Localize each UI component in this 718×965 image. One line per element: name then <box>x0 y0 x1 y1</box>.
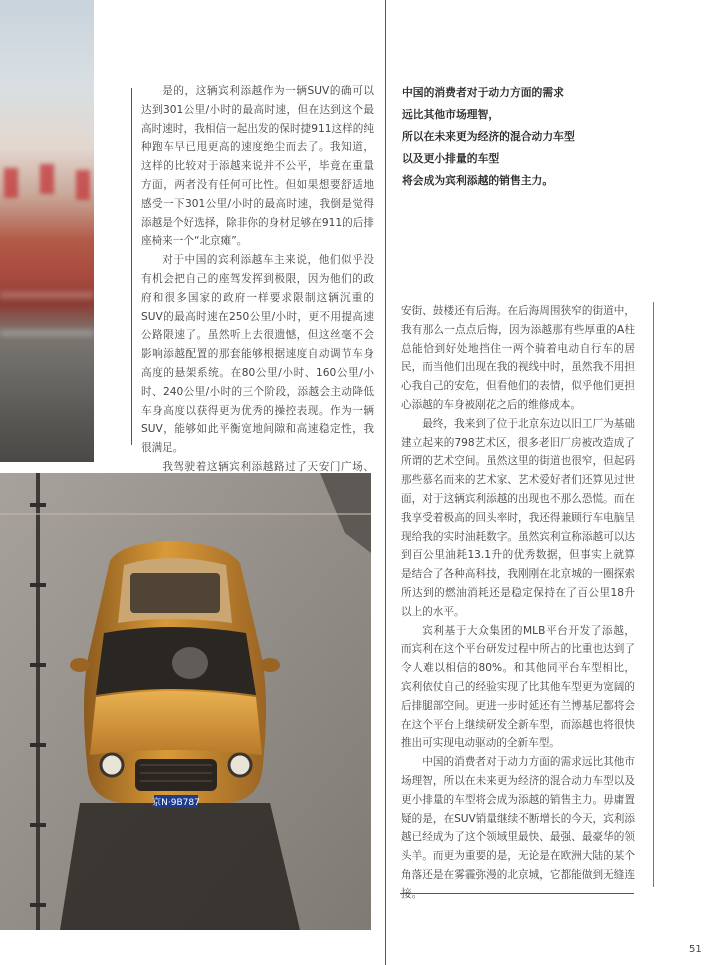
page-center-rule <box>385 0 386 965</box>
red-flag-shape <box>40 164 54 194</box>
article-column-right <box>401 302 635 904</box>
paragraph: 对于中国的宾利添越车主来说，他们似乎没有机会把自己的座驾发挥到极限，因为他们的政府和很多国家的政府一样要求限制这辆沉重的SUV的最高时速在250公里/小时，更不用提高速公路限速了。虽然听上去很遗憾，但这丝毫不会影响添越配置的那套能够根据速度自动调节车身高度的悬架系统。在80公里/小时、160公里/小时、240公里/小时的三个阶段，添越会主动降低车身高度以获得更为优秀的操控表现。作为一辆SUV，能够如此平衡宽地间隙和高速稳定性，我很满足。 <box>141 254 374 455</box>
car-illustration <box>0 473 371 930</box>
paragraph: 中国的消费者对于动力方面的需求远比其他市场理智，所以在未来更为经济的混合动力车型以及更小排量的车型将会成为添越的销售主力。毋庸置疑的是，在SUV销量继续不断增长的今天，宾利添越已经成为了这个领域里最快、最强、最豪华的领头羊。而更为重要的是，无论是在欧洲大陆的某个角落还是在雾霾弥漫的北京城，它都能做到无缝连接。 <box>401 756 635 900</box>
motion-blur-stripe <box>0 292 94 298</box>
paragraph: 安街、鼓楼还有后海。在后海周围狭窄的街道中，我有那么一点点后悔，因为添越那有些厚重的A柱总能恰到好处地挡住一两个骑着电动自行车的居民，而当他们出现在我的视线中时，虽然我不用担心我自己的安危，但看他们的表情，似乎他们更担心添越的车身被剐花之后的维修成本。 <box>401 305 635 411</box>
pull-quote-line: 所以在未来更为经济的混合动力车型 <box>402 130 575 143</box>
pull-quote-line: 远比其他市场理智， <box>402 108 500 121</box>
article-column-left <box>141 82 374 496</box>
pull-quote-line: 将会成为宾利添越的销售主力。 <box>402 174 554 187</box>
red-flag-shape <box>4 168 18 198</box>
paragraph: 最终，我来到了位于北京东边以旧工厂为基础建立起来的798艺术区，很多老旧厂房被改造成了所谓的艺术空间。虽然这里的街道也很窄，但起码那些慕名而来的艺术家、艺术爱好者们还算见过世面，对于这辆宾利添越的出现也不那么恐慌。而在我享受着极高的回头率时，我还得兼顾行车电脑呈现给我的实时油耗数字。虽然宾利宣称添越可以达到百公里油耗13.1升的优秀数据，但事实上就算是结合了各种高科技，我刚刚在北京城的一圈探索所达到的燃油消耗还是稳定保持在了百公里18升以上的水平。 <box>401 417 635 618</box>
license-plate-text: 京N·9B787 <box>152 798 200 808</box>
paragraph: 宾利基于大众集团的MLB平台开发了添越，而宾利在这个平台研发过程中所占的比重也达到了令人难以相信的80%。和其他同平台车型相比，宾利依仗自己的经验实现了比其他车型更为宽阔的后排腿部空间。更进一步时延还有兰博基尼都将会在这个平台上继续研发全新车型，而添越也将很快推出可实现电动驱动的全新车型。 <box>401 624 635 750</box>
blurred-street-photo <box>0 0 94 462</box>
pull-quote-line: 中国的消费者对于动力方面的需求 <box>402 86 564 99</box>
column-rule-right <box>653 302 654 887</box>
paragraph: 是的，这辆宾利添越作为一辆SUV的确可以达到301公里/小时的最高时速，但在达到这个最高时速时，我相信一起出发的保时捷911这样的纯种跑车早已甩更高的速度绝尘而去了。我知道，这样的比较对于添越来说并不公平，毕竟在重量方面，两者没有任何可比性。但如果想要舒适地感受一下301公里/小时的最高时速，我倒是觉得添越是个好选择，除非你的身材足够在911的后排座椅来一个“北京瘫”。 <box>141 85 374 248</box>
page-number: 51 <box>689 944 702 955</box>
pull-quote <box>402 82 622 192</box>
paragraph: 我驾驶着这辆宾利添越路过了天安门广场、 <box>162 460 374 473</box>
column-rule-left <box>131 88 132 445</box>
pull-quote-line: 以及更小排量的车型 <box>402 152 500 165</box>
car-photo <box>0 473 371 930</box>
motion-blur-stripe <box>0 330 94 336</box>
red-flag-shape <box>76 170 90 200</box>
